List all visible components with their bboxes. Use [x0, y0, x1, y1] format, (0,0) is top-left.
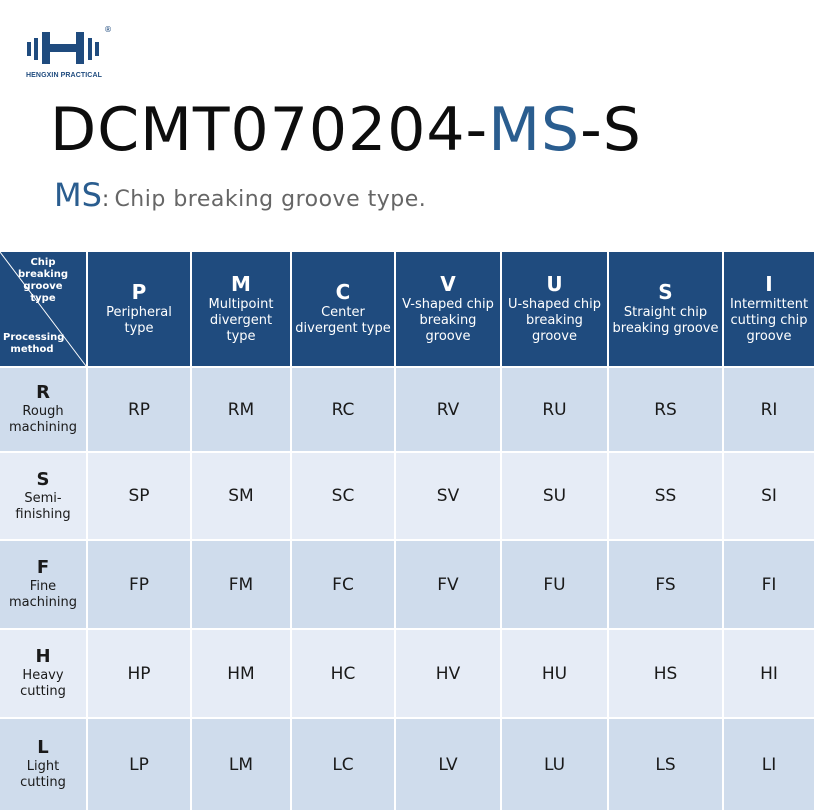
groove-code-cell: SV [396, 453, 500, 539]
groove-code-cell: FP [88, 541, 190, 628]
groove-code-cell: FS [609, 541, 722, 628]
column-letter: U [546, 272, 563, 296]
row-letter: F [36, 557, 50, 578]
groove-code-cell: SU [502, 453, 607, 539]
groove-code-table [0, 252, 809, 800]
groove-code-cell: HC [292, 630, 394, 717]
page-title [50, 94, 642, 166]
groove-code-cell: HM [192, 630, 290, 717]
groove-code-cell: SS [609, 453, 722, 539]
row-label: Fine machining [9, 579, 77, 610]
groove-code-cell: FC [292, 541, 394, 628]
brand-logo-icon [24, 24, 120, 70]
column-label: Multipoint divergent type [208, 297, 274, 344]
row-label: Heavy cutting [20, 668, 66, 699]
groove-code-cell: LI [724, 719, 814, 810]
column-letter: P [131, 280, 147, 304]
column-label: Straight chip breaking groove [612, 305, 719, 336]
groove-code-cell: HU [502, 630, 607, 717]
groove-code-cell: RC [292, 368, 394, 451]
column-header [192, 252, 290, 366]
groove-code-cell: LP [88, 719, 190, 810]
row-letter: H [35, 646, 51, 667]
column-letter: M [231, 272, 251, 296]
groove-code-cell: LC [292, 719, 394, 810]
table-corner [0, 252, 86, 366]
column-label: Intermittent cutting chip groove [729, 297, 809, 344]
column-letter: V [440, 272, 456, 296]
groove-code-cell: HI [724, 630, 814, 717]
column-label: Peripheral type [106, 305, 172, 336]
column-header [292, 252, 394, 366]
row-header [0, 453, 86, 539]
groove-code-cell: SP [88, 453, 190, 539]
groove-code-cell: FV [396, 541, 500, 628]
groove-code-cell: SC [292, 453, 394, 539]
column-letter: C [335, 280, 351, 304]
groove-code-cell: LS [609, 719, 722, 810]
subtitle-colon: : [101, 187, 110, 212]
groove-code-cell: RU [502, 368, 607, 451]
column-letter: I [765, 272, 773, 296]
column-header [502, 252, 607, 366]
groove-code-cell: FM [192, 541, 290, 628]
row-label: Semi-finishing [15, 490, 71, 522]
title-highlight: MS [488, 95, 581, 165]
groove-code-cell: SI [724, 453, 814, 539]
corner-top-label: Chip breaking groove type [18, 257, 68, 304]
groove-code-cell: RS [609, 368, 722, 451]
column-header [396, 252, 500, 366]
title-suffix: -S [580, 95, 642, 165]
row-header [0, 719, 86, 810]
brand-logo [24, 24, 124, 84]
corner-bottom-label: Processing method [3, 332, 65, 355]
groove-code-cell: HP [88, 630, 190, 717]
column-label: Center divergent type [295, 305, 391, 336]
column-header [88, 252, 190, 366]
groove-code-cell: RI [724, 368, 814, 451]
column-header [724, 252, 814, 366]
row-header [0, 630, 86, 717]
row-letter: R [36, 382, 50, 403]
column-label: U-shaped chip breaking groove [507, 297, 602, 344]
row-header [0, 541, 86, 628]
groove-code-cell: FU [502, 541, 607, 628]
row-letter: L [37, 737, 49, 758]
groove-code-cell: LU [502, 719, 607, 810]
groove-code-cell: FI [724, 541, 814, 628]
column-label: V-shaped chip breaking groove [402, 297, 494, 344]
groove-code-cell: LM [192, 719, 290, 810]
groove-code-cell: LV [396, 719, 500, 810]
row-label: Rough machining [9, 404, 77, 435]
title-prefix: DCMT070204- [50, 95, 489, 165]
brand-name: HENGXIN PRACTICAL [26, 72, 102, 79]
groove-code-cell: RV [396, 368, 500, 451]
subtitle [54, 176, 426, 214]
groove-code-cell: RM [192, 368, 290, 451]
registered-mark: ® [104, 25, 112, 34]
subtitle-abbr: MS [54, 176, 102, 214]
column-header [609, 252, 722, 366]
subtitle-description: Chip breaking groove type. [114, 187, 427, 212]
row-label: Light cutting [20, 759, 66, 790]
column-letter: S [658, 280, 673, 304]
row-letter: S [36, 468, 50, 490]
groove-code-cell: HV [396, 630, 500, 717]
row-header [0, 368, 86, 451]
groove-code-cell: HS [609, 630, 722, 717]
groove-code-cell: RP [88, 368, 190, 451]
groove-code-cell: SM [192, 453, 290, 539]
